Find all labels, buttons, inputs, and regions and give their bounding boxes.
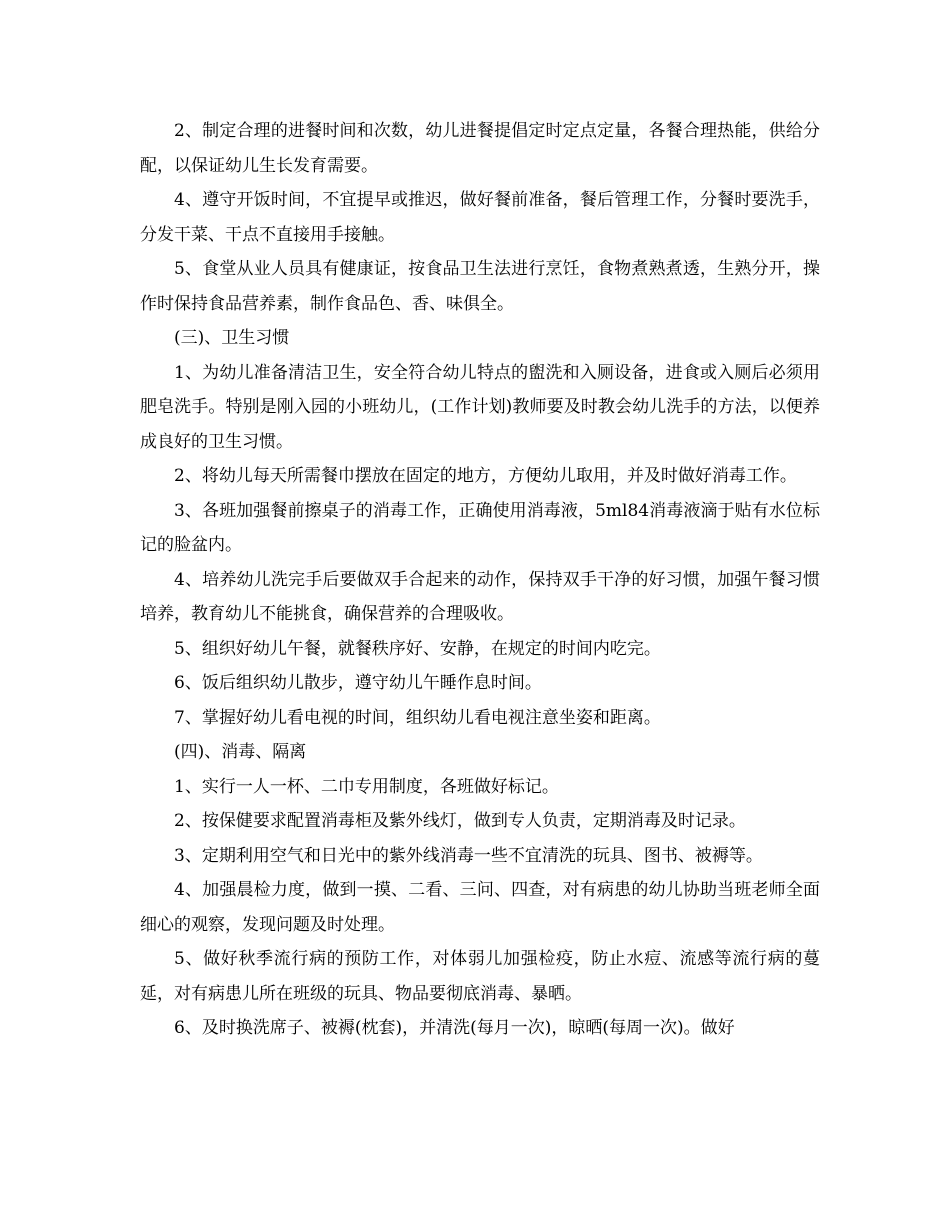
paragraph-lunch-order: 5、组织好幼儿午餐，就餐秩序好、安静，在规定的时间内吃完。: [174, 638, 661, 659]
paragraph-canteen-staff: 5、食堂从业人员具有健康证，按食品卫生法进行烹饪，食物煮熟煮透，生熟分开，操作时保持食品营养素，制作食品色、香、味俱全。: [140, 259, 820, 314]
paragraph-tv-time: 7、掌握好幼儿看电视的时间，组织幼儿看电视注意坐姿和距离。: [174, 707, 661, 728]
paragraph-bedding: 6、及时换洗席子、被褥(枕套)，并清洗(每月一次)，晾晒(每周一次)。做好: [174, 1018, 735, 1038]
paragraph-lunch-habits: 4、培养幼儿洗完手后要做双手合起来的动作，保持双手干净的好习惯，加强午餐习惯培养，教育幼儿不能挑食，确保营养的合理吸收。: [140, 569, 820, 624]
paragraph-meal-schedule: 2、制定合理的进餐时间和次数，幼儿进餐提倡定时定点定量，各餐合理热能，供给分配，以保证幼儿生长发育需要。: [140, 121, 820, 176]
paragraph-meal-time: 4、遵守开饭时间，不宜提早或推迟，做好餐前准备，餐后管理工作，分餐时要洗手，分发干菜、干点不直接用手接触。: [140, 190, 820, 245]
paragraph-napkins: 2、将幼儿每天所需餐巾摆放在固定的地方，方便幼儿取用，并及时做好消毒工作。: [174, 466, 797, 486]
paragraph-sunlight-disinfection: 3、定期利用空气和日光中的紫外线消毒一些不宜清洗的玩具、图书、被褥等。: [174, 845, 763, 866]
document-body: [140, 114, 820, 1046]
section-heading-hygiene-habits: (三)、卫生习惯: [174, 328, 290, 348]
section-heading-disinfection: (四)、消毒、隔离: [174, 742, 307, 762]
paragraph-cup-towel: 1、实行一人一杯、二巾专用制度，各班做好标记。: [174, 776, 559, 797]
paragraph-morning-check: 4、加强晨检力度，做到一摸、二看、三问、四查，对有病患的幼儿协助当班老师全面细心的观察，发现问题及时处理。: [140, 880, 820, 935]
paragraph-table-disinfection: 3、各班加强餐前擦桌子的消毒工作，正确使用消毒液，5ml84消毒液滴于贴有水位标记的脸盆内。: [140, 500, 820, 555]
paragraph-after-meal-walk: 6、饭后组织幼儿散步，遵守幼儿午睡作息时间。: [174, 673, 542, 693]
paragraph-uv-cabinet: 2、按保健要求配置消毒柜及紫外线灯，做到专人负责，定期消毒及时记录。: [174, 811, 746, 831]
paragraph-handwashing: 1、为幼儿准备清洁卫生，安全符合幼儿特点的盥洗和入厕设备，进食或入厕后必须用肥皂洗手。特别是刚入园的小班幼儿，(工作计划)教师要及时教会幼儿洗手的方法，以便养成良好的卫生习惯。: [140, 362, 820, 452]
paragraph-epidemic-prevention: 5、做好秋季流行病的预防工作，对体弱儿加强检疫，防止水痘、流感等流行病的蔓延，对有病患儿所在班级的玩具、物品要彻底消毒、暴晒。: [140, 949, 820, 1004]
